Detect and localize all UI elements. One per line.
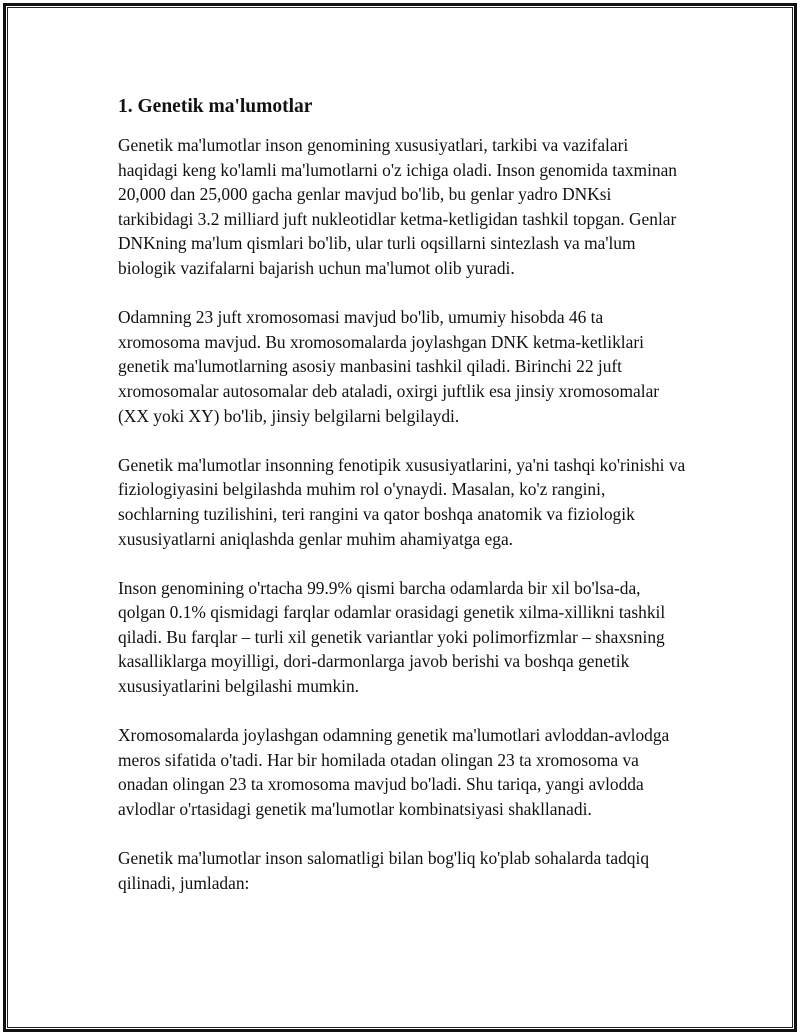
paragraph-phenotype: Genetik ma'lumotlar insonning fenotipik xususiyatlarini, ya'ni tashqi ko'rinishi va fiziologiyasini belgilashda muhim rol o'ynaydi. Masalan, ko'z rangini, sochlarning tuzilishini, teri rangini va qator boshqa anatomik va fiziologik xususiyatlarni aniqlashda genlar muhim ahamiyatga ega.: [118, 454, 686, 549]
paragraph-variation: Inson genomining o'rtacha 99.9% qismi barcha odamlarda bir xil bo'lsa-da, qolgan 0.1% qismidagi farqlar odamlar orasidagi genetik xilma-xillikni tashkil qiladi. Bu farqlar – turli xil genetik variantlar yoki polimorfizmlar – shaxsning kasalliklarga moyilligi, dori-darmonlarga javob berishi va boshqa genetik xususiyatlarini belgilashi mumkin.: [118, 577, 666, 697]
document-body: [118, 94, 688, 920]
paragraph-chromosomes: Odamning 23 juft xromosomasi mavjud bo'lib, umumiy hisobda 46 ta xromosoma mavjud. Bu xromosomalarda joylashgan DNK ketma-ketliklari genetik ma'lumotlarning asosiy manbasini tashkil qiladi. Birinchi 22 juft xromosomalar autosomalar deb ataladi, oxirgi juftlik esa jinsiy xromosomalar (XX yoki XY) bo'lib, jinsiy belgilarni belgilaydi.: [118, 307, 660, 426]
section-heading: 1. Genetik ma'lumotlar: [118, 96, 313, 117]
paragraph-research-intro: Genetik ma'lumotlar inson salomatligi bilan bog'liq ko'plab sohalarda tadqiq qilinadi, jumladan:: [118, 848, 650, 893]
paragraph-genome-overview: Genetik ma'lumotlar inson genomining xususiyatlari, tarkibi va vazifalari haqidagi keng ko'lamli ma'lumotlarni o'z ichiga oladi. Inson genomida taxminan 20,000 dan 25,000 gacha genlar mavjud bo'lib, bu genlar yadro DNKsi tarkibidagi 3.2 milliard juft nukleotidlar ketma-ketligidan tashkil topgan. Genlar DNKning ma'lum qismlari bo'lib, ular turli oqsillarni sintezlash va ma'lum biologik vazifalarni bajarish uchun ma'lumot olib yuradi.: [118, 135, 678, 278]
paragraph-inheritance: Xromosomalarda joylashgan odamning genetik ma'lumotlari avloddan-avlodga meros sifatida o'tadi. Har bir homilada otadan olingan 23 ta xromosoma va onadan olingan 23 ta xromosoma mavjud bo'ladi. Shu tariqa, yangi avlodda avlodlar o'rtasidagi genetik ma'lumotlar kombinatsiyasi shakllanadi.: [118, 725, 670, 820]
